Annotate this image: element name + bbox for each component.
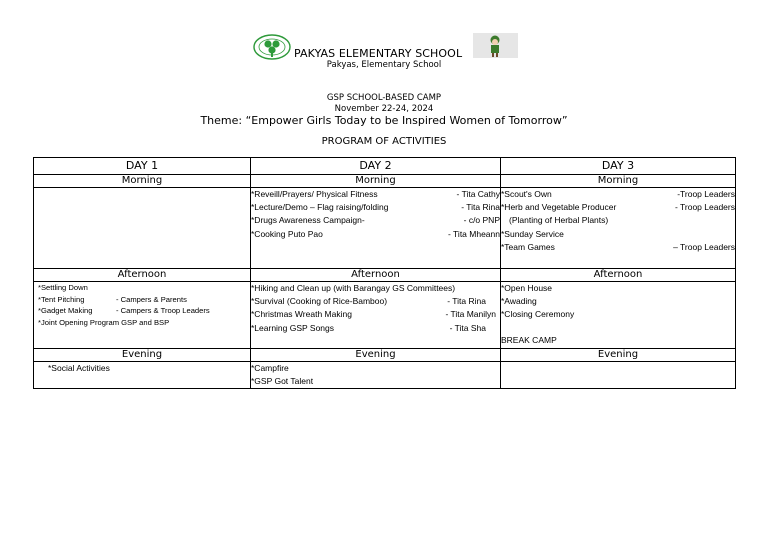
- list-item: (Planting of Herbal Plants): [509, 215, 609, 226]
- evening-label-row: [34, 349, 736, 362]
- day-2-morning-cell: [251, 188, 501, 269]
- list-item: *Learning GSP Songs - Tita Sha: [251, 322, 486, 333]
- day-2-morning-label: Morning: [251, 175, 501, 188]
- school-address: Pakyas, Elementary School: [326, 60, 442, 70]
- day-2-afternoon-cell: [251, 282, 501, 349]
- break-camp-label: BREAK CAMP: [501, 334, 557, 345]
- day-3-morning-cell: [501, 188, 736, 269]
- day-1-header: DAY 1: [34, 158, 251, 175]
- list-item: *Lecture/Demo – Flag raising/folding - Tita Rina: [251, 202, 500, 213]
- list-item: *Social Activities: [48, 363, 110, 373]
- day-header-row: [34, 158, 736, 175]
- day-1-morning-label: Morning: [34, 175, 251, 188]
- camp-theme: Theme: “Empower Girls Today to be Inspired Women of Tomorrow”: [200, 114, 568, 127]
- camp-dates: November 22-24, 2024: [334, 104, 434, 114]
- day-3-header: DAY 3: [501, 158, 736, 175]
- day-1-morning-cell: [34, 188, 251, 269]
- morning-activities-row: [34, 188, 736, 269]
- list-item: *Open House: [501, 283, 553, 293]
- evening-activities-row: [34, 362, 736, 389]
- camp-title: GSP SCHOOL-BASED CAMP: [326, 93, 442, 103]
- gsp-trefoil-logo-icon: [252, 34, 292, 60]
- list-item: *Christmas Wreath Making - Tita Manilyn: [251, 309, 496, 320]
- list-item: *Settling Down: [38, 283, 88, 292]
- list-item: *Tent Pitching - Campers & Parents: [38, 294, 187, 304]
- list-item: *Hiking and Clean up (with Barangay GS Committees): [251, 283, 456, 293]
- list-item: *Awading: [501, 296, 537, 307]
- program-title: PROGRAM OF ACTIVITIES: [321, 136, 447, 147]
- spacer: [501, 322, 735, 334]
- list-item: *Joint Opening Program GSP and BSP: [38, 317, 170, 327]
- day-1-afternoon-label: Afternoon: [34, 269, 251, 282]
- day-1-evening-cell: [34, 362, 251, 389]
- day-3-afternoon-label: Afternoon: [501, 269, 736, 282]
- list-item: *Gadget Making - Campers & Troop Leaders: [38, 306, 210, 316]
- day-3-evening-cell: [501, 362, 736, 389]
- list-item: *Drugs Awareness Campaign- - c/o PNP: [251, 215, 500, 226]
- list-item: *Scout's Own -Troop Leaders: [501, 189, 735, 199]
- day-1-evening-label: Evening: [34, 349, 251, 362]
- day-3-evening-label: Evening: [501, 349, 736, 362]
- list-item: *Cooking Puto Pao - Tita Mheann: [251, 228, 500, 239]
- school-name: PAKYAS ELEMENTARY SCHOOL: [294, 47, 463, 60]
- list-item: *GSP Got Talent: [251, 376, 314, 387]
- list-item: *Closing Ceremony: [501, 309, 575, 320]
- morning-label-row: [34, 175, 736, 188]
- day-2-afternoon-label: Afternoon: [251, 269, 501, 282]
- list-item: *Team Games – Troop Leaders: [501, 241, 735, 252]
- afternoon-activities-row: [34, 282, 736, 349]
- list-item: *Reveill/Prayers/ Physical Fitness - Tita Cathy: [251, 189, 500, 199]
- day-3-afternoon-cell: [501, 282, 736, 349]
- day-1-afternoon-cell: [34, 282, 251, 349]
- girl-scout-mascot-icon: [473, 33, 518, 58]
- day-2-evening-label: Evening: [251, 349, 501, 362]
- day-2-header: DAY 2: [251, 158, 501, 175]
- list-item: *Sunday Service: [501, 228, 564, 239]
- activities-table: [33, 157, 736, 389]
- list-item: *Herb and Vegetable Producer - Troop Leaders: [501, 202, 735, 213]
- day-2-evening-cell: [251, 362, 501, 389]
- day-3-morning-label: Morning: [501, 175, 736, 188]
- list-item: *Survival (Cooking of Rice-Bamboo) - Tita Rina: [251, 296, 486, 307]
- afternoon-label-row: [34, 269, 736, 282]
- list-item: *Campfire: [251, 363, 289, 373]
